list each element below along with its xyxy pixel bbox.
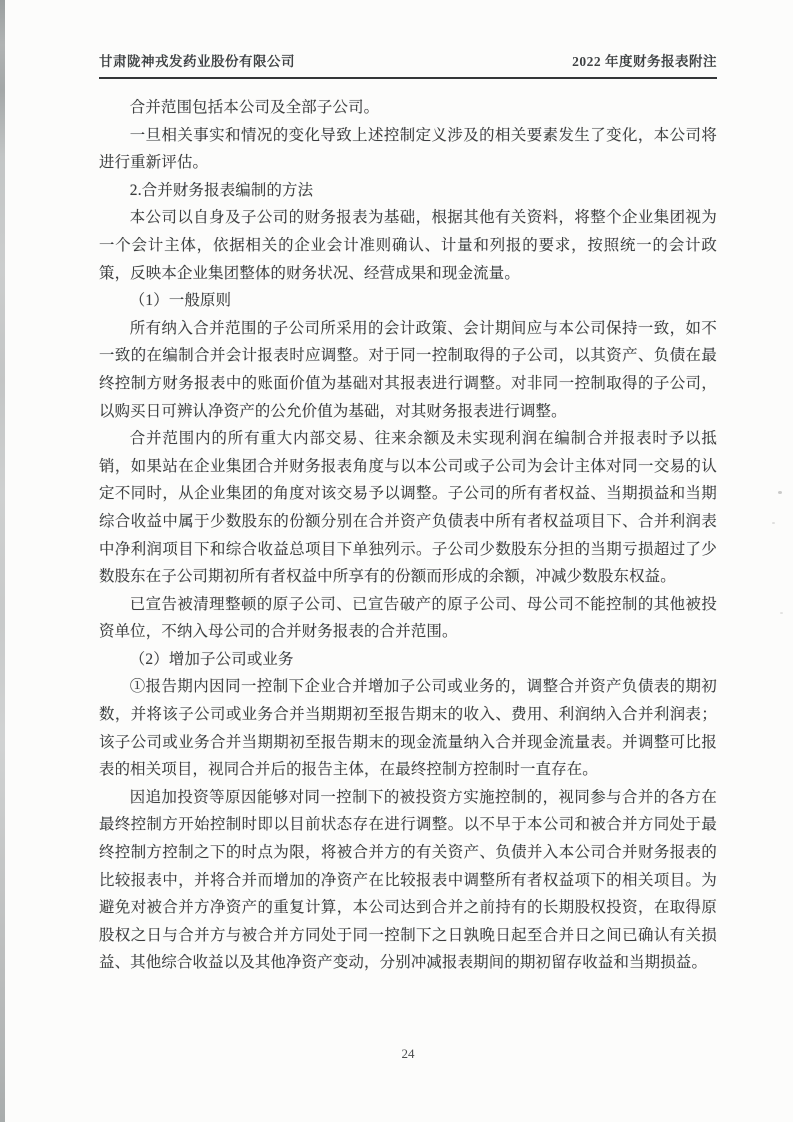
report-title: 2022 年度财务报表附注 (572, 54, 717, 69)
paragraph: 本公司以自身及子公司的财务报表为基础，根据其他有关资料，将整个企业集团视为一个会计主体，依据相关的企业会计准则确认、计量和列报的要求，按照统一的会计政策，反映本企业集团整体的财务状况、经营成果和现金流量。 (99, 209, 717, 282)
paragraph: 一旦相关事实和情况的变化导致上述控制定义涉及的相关要素发生了变化，本公司将进行重新评估。 (99, 126, 717, 172)
paragraph: 因追加投资等原因能够对同一控制下的被投资方实施控制的，视同参与合并的各方在最终控制方开始控制时即以目前状态存在进行调整。以不早于本公司和被合并方同处于最终控制方控制之下的时点为限，将被合并方的有关资产、负债并入本公司合并财务报表的比较报表中，并将合并而增加的净资产在比较报表中调整所有者权益项下的相关项目。为避免对被合并方净资产的重复计算，本公司达到合并之前持有的长期股权投资，在取得原股权之日与合并方与被合并方同处于同一控制下之日孰晚日起至合并日之间已确认有关损益、其他综合收益以及其他净资产变动，分别冲减报表期间的期初留存收益和当期损益。 (99, 788, 717, 972)
scan-edge-artifact (0, 0, 5, 1122)
section-heading: （2）增加子公司或业务 (129, 650, 294, 668)
paragraph: 已宣告被清理整顿的原子公司、已宣告破产的原子公司、母公司不能控制的其他被投资单位，不纳入母公司的合并财务报表的合并范围。 (99, 595, 717, 641)
document-body (99, 94, 717, 977)
paragraph: 合并范围包括本公司及全部子公司。 (129, 99, 380, 116)
page-header (99, 50, 717, 79)
scan-speck-artifact (772, 522, 775, 524)
paragraph: ①报告期内因同一控制下企业合并增加子公司或业务的，调整合并资产负债表的期初数，并将该子公司或业务合并当期期初至报告期末的收入、费用、利润纳入合并利润表；该子公司或业务合并当期期初至报告期末的现金流量纳入合并现金流量表。并调整可比报表的相关项目，视同合并后的报告主体，在最终控制方控制时一直存在。 (99, 678, 717, 779)
scan-speck-artifact (780, 612, 783, 614)
page-number: 24 (401, 1046, 415, 1061)
scan-speck-artifact (778, 491, 782, 494)
section-heading: 2.合并财务报表编制的方法 (129, 181, 314, 199)
paragraph: 所有纳入合并范围的子公司所采用的会计政策、会计期间应与本公司保持一致，如不一致的在编制合并会计报表时应调整。对于同一控制取得的子公司，以其资产、负债在最终控制方财务报表中的账面价值为基础对其报表进行调整。对非同一控制取得的子公司，以购买日可辨认净资产的公允价值为基础，对其财务报表进行调整。 (99, 319, 717, 420)
paragraph: 合并范围内的所有重大内部交易、往来余额及未实现利润在编制合并报表时予以抵销，如果站在企业集团合并财务报表角度与以本公司或子公司为会计主体对同一交易的认定不同时，从企业集团的角度对该交易予以调整。子公司的所有者权益、当期损益和当期综合收益中属于少数股东的份额分别在合并资产负债表中所有者权益项目下、合并利润表中净利润项目下和综合收益总项目下单独列示。子公司少数股东分担的当期亏损超过了少数股东在子公司期初所有者权益中所享有的份额而形成的余额，冲减少数股东权益。 (99, 430, 717, 586)
company-name: 甘肃陇神戎发药业股份有限公司 (99, 54, 295, 69)
section-heading: （1）一般原则 (129, 292, 232, 310)
page-footer (99, 1046, 717, 1062)
